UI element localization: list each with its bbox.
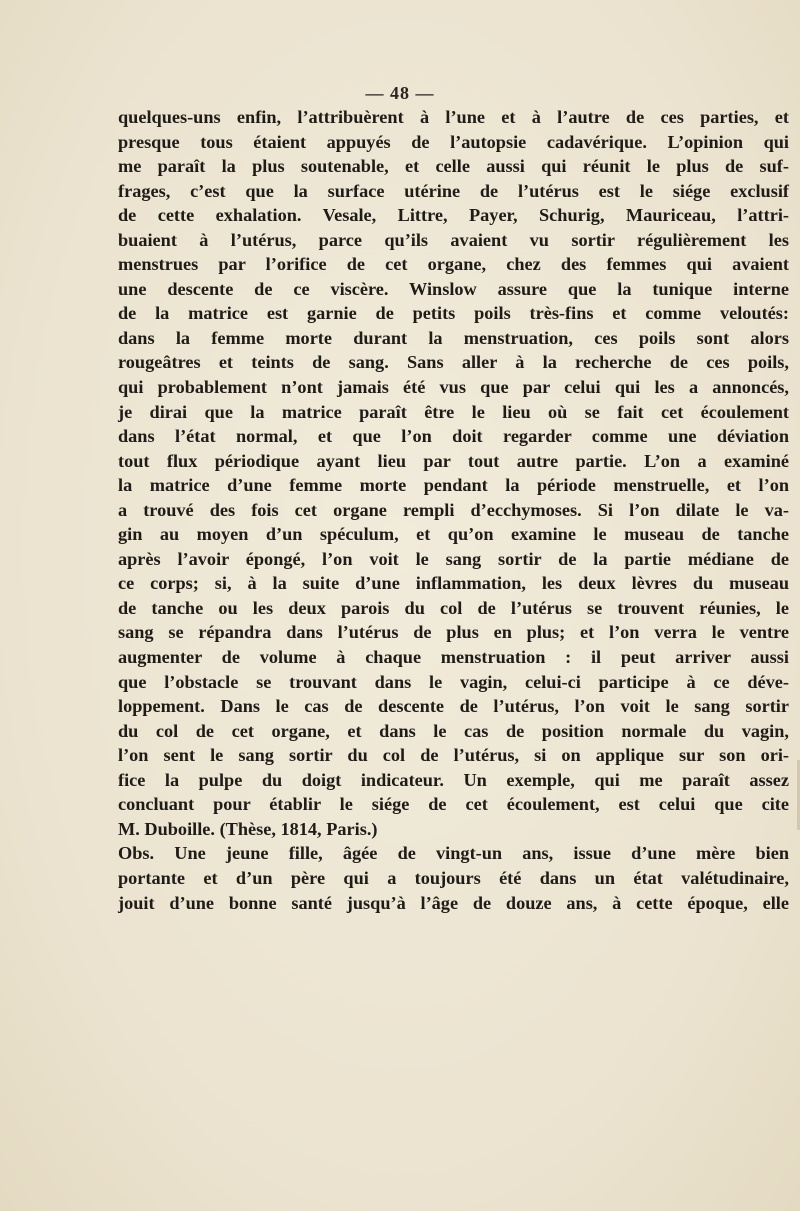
- text-line: l’on sent le sang sortir du col de l’utérus, si on applique sur son ori-: [118, 745, 789, 766]
- text-line: gin au moyen d’un spéculum, et qu’on examine le museau de tanche: [118, 524, 789, 545]
- text-line: loppement. Dans le cas de descente de l’utérus, l’on voit le sang sortir: [118, 696, 789, 717]
- text-line: concluant pour établir le siége de cet écoulement, est celui que cite: [118, 794, 789, 815]
- text-line: dans la femme morte durant la menstruation, ces poils sont alors: [118, 327, 789, 348]
- text-line: de la matrice est garnie de petits poils très-fins et comme veloutés:: [118, 303, 789, 324]
- text-line: que l’obstacle se trouvant dans le vagin, celui-ci participe à ce déve-: [118, 671, 789, 692]
- text-line: qui probablement n’ont jamais été vus que par celui qui les a annoncés,: [118, 377, 789, 398]
- text-line: une descente de ce viscère. Winslow assure que la tunique interne: [118, 278, 789, 299]
- page-number: — 48 —: [365, 83, 435, 103]
- text-line: augmenter de volume à chaque menstruation : il peut arriver aussi: [118, 647, 789, 668]
- text-line: a trouvé des fois cet organe rempli d’ecchymoses. Si l’on dilate le va-: [118, 499, 789, 520]
- text-line: quelques-uns enfin, l’attribuèrent à l’une et à l’autre de ces parties, et: [118, 107, 789, 127]
- text-line: frages, c’est que la surface utérine de l’utérus est le siége exclusif: [118, 180, 789, 201]
- text-line: rougeâtres et teints de sang. Sans aller à la recherche de ces poils,: [118, 352, 789, 373]
- text-line: me paraît la plus soutenable, et celle aussi qui réunit le plus de suf-: [118, 156, 789, 177]
- text-line: de tanche ou les deux parois du col de l’utérus se trouvent réunies, le: [118, 597, 789, 618]
- text-line: buaient à l’utérus, parce qu’ils avaient vu sortir régulièrement les: [118, 229, 789, 250]
- text-line: après l’avoir épongé, l’on voit le sang sortir de la partie médiane de: [118, 548, 789, 569]
- text-line: de cette exhalation. Vesale, Littre, Payer, Schurig, Mauriceau, l’attri-: [118, 205, 789, 226]
- text-line: je dirai que la matrice paraît être le lieu où se fait cet écoulement: [118, 401, 789, 422]
- text-line: M. Duboille. (Thèse, 1814, Paris.): [118, 818, 378, 839]
- text-line: portante et d’un père qui a toujours été dans un état valétudinaire,: [118, 867, 789, 888]
- text-line: fice la pulpe du doigt indicateur. Un exemple, qui me paraît assez: [118, 769, 789, 790]
- text-line: Obs. Une jeune fille, âgée de vingt-un ans, issue d’une mère bien: [118, 843, 789, 864]
- text-line: sang se répandra dans l’utérus de plus en plus; et l’on verra le ventre: [118, 622, 789, 643]
- body-text: [118, 105, 789, 915]
- text-line: du col de cet organe, et dans le cas de position normale du vagin,: [118, 720, 789, 741]
- text-line: presque tous étaient appuyés de l’autopsie cadavérique. L’opinion qui: [118, 131, 789, 152]
- text-line: tout flux périodique ayant lieu par tout autre partie. L’on a examiné: [118, 450, 789, 471]
- text-line: la matrice d’une femme morte pendant la période menstruelle, et l’on: [118, 475, 789, 496]
- text-line: dans l’état normal, et que l’on doit regarder comme une déviation: [118, 426, 789, 447]
- text-line: ce corps; si, à la suite d’une inflammation, les deux lèvres du museau: [118, 573, 789, 594]
- text-line: menstrues par l’orifice de cet organe, chez des femmes qui avaient: [118, 254, 789, 275]
- text-line: jouit d’une bonne santé jusqu’à l’âge de douze ans, à cette époque, elle: [118, 892, 789, 913]
